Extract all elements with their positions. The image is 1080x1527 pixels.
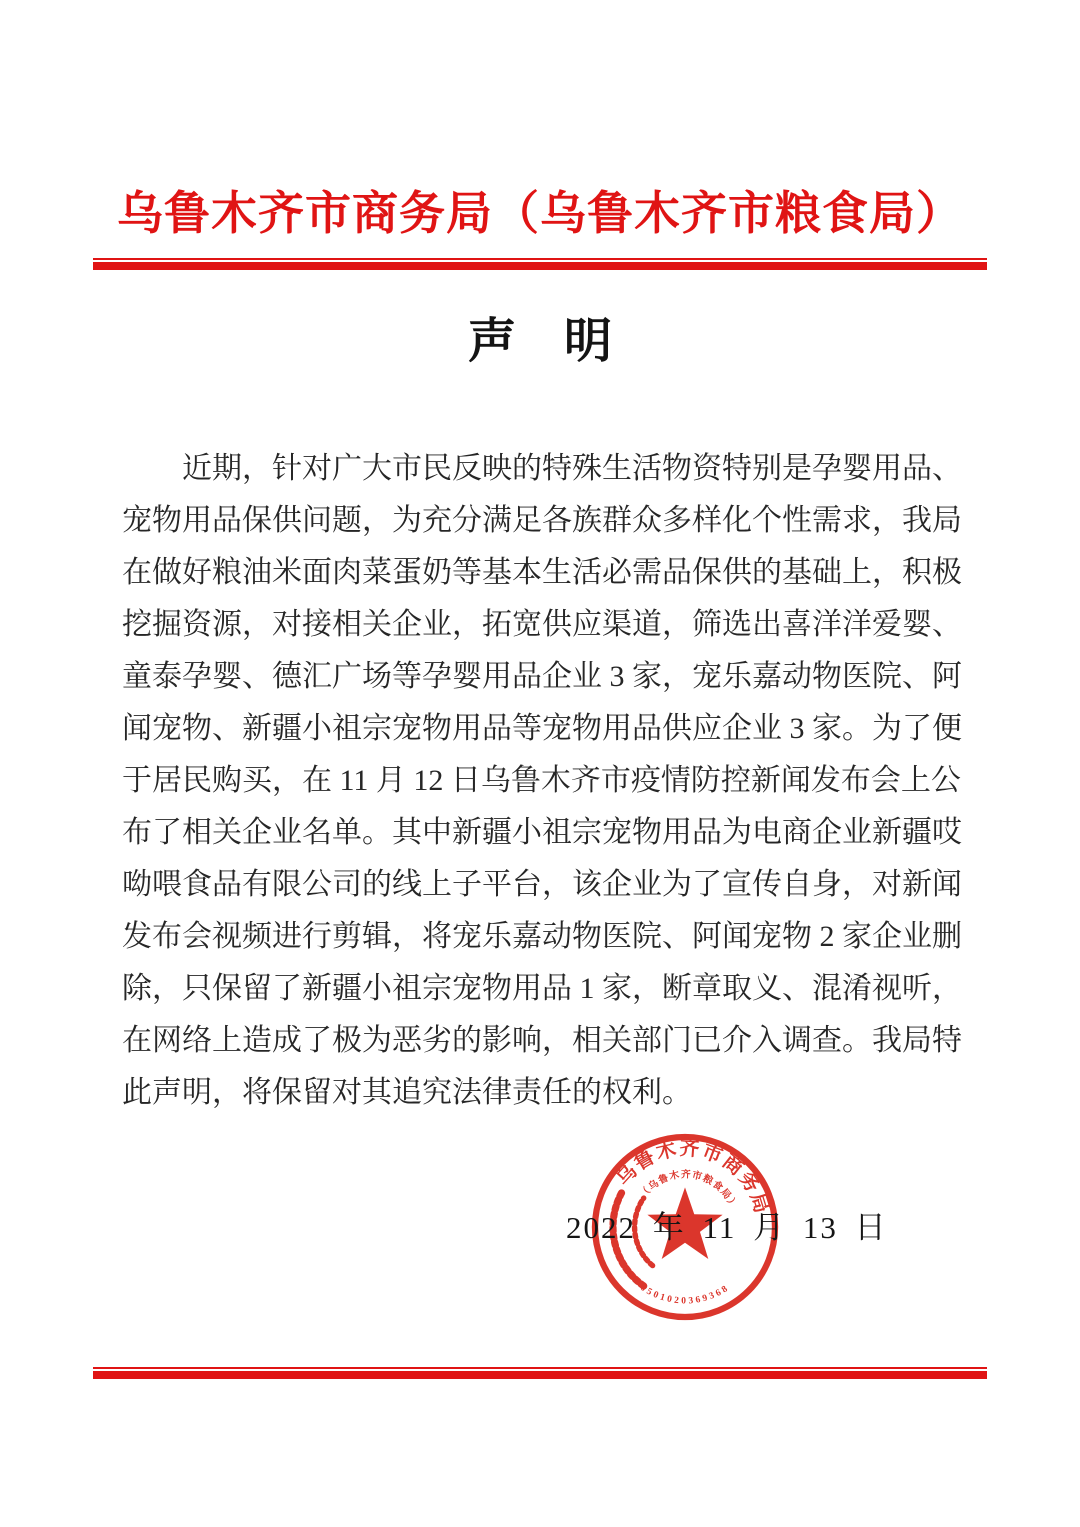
body-line: 闻宠物、新疆小祖宗宠物用品等宠物用品供应企业 3 家。为了便 [122,712,962,745]
body-line: 在做好粮油米面肉菜蛋奶等基本生活必需品保供的基础上，积极 [122,556,962,589]
body-line: 除，只保留了新疆小祖宗宠物用品 1 家，断章取义、混淆视听， [122,972,962,1005]
statement-body [122,443,962,1119]
seal-outer-text: 乌鲁木齐市商务局 [611,1137,774,1218]
body-line: 近期，针对广大市民反映的特殊生活物资特别是孕婴用品、 [182,452,962,485]
body-line: 宠物用品保供问题，为充分满足各族群众多样化个性需求，我局 [122,504,962,537]
body-line: 布了相关企业名单。其中新疆小祖宗宠物用品为电商企业新疆哎 [122,816,962,849]
body-line: 于居民购买，在 11 月 12 日乌鲁木齐市疫情防控新闻发布会上公 [122,764,961,797]
document-header-title: 乌鲁木齐市商务局（乌鲁木齐市粮食局） [117,188,963,239]
seal-serial-number: 6501020369368 [638,1282,732,1307]
body-line: 挖掘资源，对接相关企业，拓宽供应渠道，筛选出喜洋洋爱婴、 [122,608,962,641]
body-line: 童泰孕婴、德汇广场等孕婴用品企业 3 家，宠乐嘉动物医院、阿 [122,660,962,693]
statement-date: 2022 年 11 月 13 日 [566,1210,888,1245]
page-title: 声 明 [467,315,612,368]
header-rule [93,258,987,270]
body-line: 在网络上造成了极为恶劣的影响，相关部门已介入调查。我局特 [122,1024,962,1057]
body-line: 此声明，将保留对其追究法律责任的权利。 [122,1076,692,1109]
body-line: 发布会视频进行剪辑，将宠乐嘉动物医院、阿闻宠物 2 家企业删 [122,920,962,953]
footer-rule [93,1367,987,1379]
body-line: 呦喂食品有限公司的线上子平台，该企业为了宣传自身，对新闻 [122,868,962,901]
seal-inner-text: （乌鲁木齐市粮食局） [638,1169,739,1212]
